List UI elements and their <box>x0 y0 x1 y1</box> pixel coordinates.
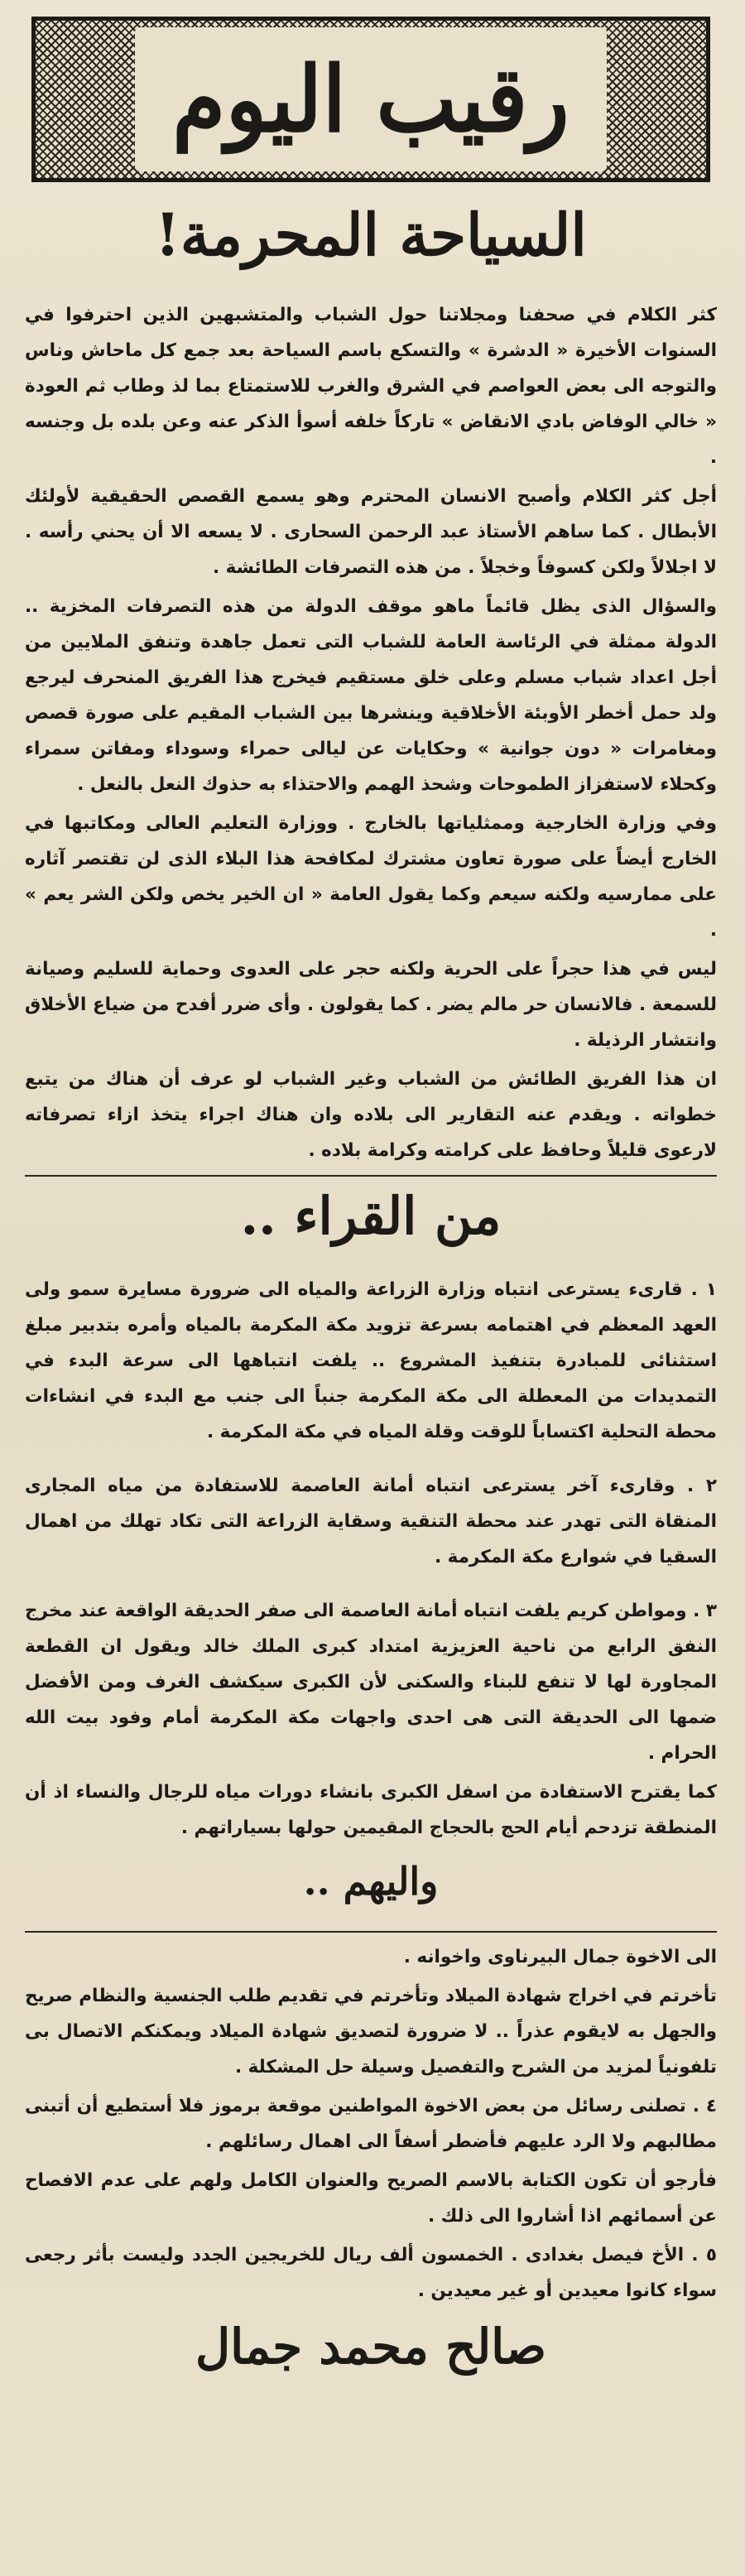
readers-section <box>25 1272 717 1846</box>
author-signature: صالح محمد جمال <box>195 2318 547 2376</box>
reader-item: كما يقترح الاستفادة من اسفل الكبرى بانشاء دورات مياه للرجال والنساء اذ أن المنطقة تزدحم أيام الحج بالحجاج المقيمين حولها بسياراتهم . <box>25 1781 717 1838</box>
paragraph: ان هذا الفريق الطائش من الشباب وغير الشباب لو عرف أن هناك من يتبع خطواته . ويقدم عنه التقارير الى بلاده وان هناك اجراء يتخذ ازاء تصرفاته لارعوى قليلاً وحافظ على كرامته وكرامة بلاده . <box>25 1069 717 1161</box>
section-divider <box>25 1931 717 1933</box>
spacer <box>25 1453 717 1468</box>
article-body <box>25 297 717 1168</box>
column-masthead <box>31 17 710 182</box>
reply-item: ٥ . الأخ فيصل بغدادى . الخمسون ألف ريال للخريجين الجدد وليست بأثر رجعى سواء كانوا معيدين أو غير معيدين . <box>25 2245 717 2302</box>
to-them-section-title: واليهم .. <box>303 1858 439 1904</box>
paragraph: أجل كثر الكلام وأصبح الانسان المحترم وهو يسمع القصص الحقيقية لأولئك الأبطال . كما ساهم الأستاذ عبد الرحمن السحارى . لا يسعه الا أن يحني رأسه . لا اجلالاً ولكن كسوفاً وخجلاً . من هذه التصرفات الطائشة . <box>25 486 717 578</box>
paragraph: ليس في هذا حجراً على الحرية ولكنه حجر على العدوى وحماية للسليم وصيانة للسمعة . فالانسان حر مالم يضر . كما يقولون . وأى ضرر أفدح من ضياع الأخلاق وانتشار الرذيلة . <box>25 959 717 1051</box>
paragraph: وفي وزارة الخارجية وممثلياتها بالخارج . ووزارة التعليم العالى ومكاتبها في الخارج أيضاً على صورة تعاون مشترك لمكافحة هذا البلاء الذى لن تقتصر آثاره على ممارسيه ولكنه سيعم وكما يقول العامة « ان الخير يخص ولكن الشر يعم » . <box>25 813 717 941</box>
reply-item: تأخرتم في اخراج شهادة الميلاد وتأخرتم في تقديم طلب الجنسية والنظام صريح والجهل به لايقوم عذراً .. لا ضرورة لتصديق شهادة الميلاد ويمكنكم الاتصال بى تلفونياً لمزيد من الشرح والتفصيل وسيلة حل المشكلة . <box>25 1986 717 2078</box>
paragraph: كثر الكلام في صحفنا ومجلاتنا حول الشباب والمتشبهين الذين احترفوا في السنوات الأخيرة « الدشرة » والتسكع باسم السياحة بعد جمع كل ماحاش وناس والتوجه الى بعض العواصم في الشرق والغرب للاستمتاع بما لذ وطاب ثم العودة « خالي الوفاض بادي الانقاض » تاركاً خلفه أسوأ الذكر عنه وعن بلده بل وجنسه . <box>25 305 717 468</box>
masthead-panel <box>135 27 607 171</box>
readers-section-title: من القراء .. <box>240 1186 502 1246</box>
paragraph: والسؤال الذى يظل قائماً ماهو موقف الدولة من هذه التصرفات المخزية .. الدولة ممثلة في الرئاسة العامة للشباب التى تعمل جاهدة وتنفق الملايين من أجل اعداد شباب مسلم وعلى خلق مستقيم فيخرج هذا الفريق المنحرف ليرجع ولد حمل أخطر الأوبئة الأخلاقية وينشرها بين الشباب المقيم على صورة قصص ومغامرات « دون جوانية » وحكايات عن ليالى حمراء وسوداء ومفاتن سمراء وكحلاء لاستفزاز الطموحات وشحذ الهمم والاحتذاء به حذوك النعل بالنعل . <box>25 596 717 795</box>
reader-item: ٣ . ومواطن كريم يلفت انتباه أمانة العاصمة الى صفر الحديقة الواقعة عند مخرج النفق الرابع من ناحية العزيزية امتداد كبرى الملك خالد ويقول ان القطعة المجاورة لها لا تنفع للبناء والسكنى لأن الكبرى سيكشف الغرف ومن الأفضل ضمها الى الحديقة التى هى احدى واجهات مكة المكرمة أمام وفود بيت الله الحرام . <box>25 1600 717 1764</box>
reader-item: ١ . قارىء يسترعى انتباه وزارة الزراعة والمياه الى ضرورة مسايرة سمو ولى العهد المعظم في اهتمامه بسرعة تزويد مكة المكرمة بالمياه وأمره بتدبير مبلغ استثنائى للمبادرة بتنفيذ المشروع .. يلفت انتباهها الى سرعة البدء في التمديدات من المعطلة الى مكة المكرمة جنباً الى جنب مع البدء في انشاءات محطة التحلية اكتساباً للوقت وقلة المياه في مكة المكرمة . <box>25 1278 717 1442</box>
spacer <box>25 1578 717 1593</box>
article-headline: السياحة المحرمة! <box>155 200 587 269</box>
reply-item: فأرجو أن تكون الكتابة بالاسم الصريح والعنوان الكامل ولهم على عدم الافصاح عن أسمائهم اذا أشاروا الى ذلك . <box>25 2170 717 2227</box>
reader-item: ٢ . وقارىء آخر يسترعى انتباه أمانة العاصمة للاستفادة من مياه المجارى المنقاة التى تهدر عند محطة التنقية وسقاية الزراعة التى تكاد تهلك من اهمال السقيا في شوارع مكة المكرمة . <box>25 1475 717 1567</box>
reply-item: ٤ . تصلنى رسائل من بعض الاخوة المواطنين موقعة برموز فلا أستطيع أن أتبنى مطالبهم ولا الرد عليهم فأضطر أسفاً الى اهمال رسائلهم . <box>25 2096 717 2153</box>
to-them-section <box>25 1939 717 2309</box>
section-divider <box>25 1175 717 1177</box>
reply-item: الى الاخوة جمال البيرناوى واخوانه . <box>403 1947 717 1968</box>
column-name: رقيب اليوم <box>172 45 570 153</box>
